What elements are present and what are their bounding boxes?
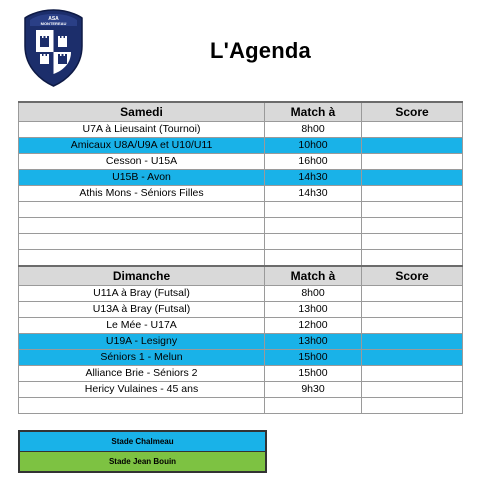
table-row: [19, 138, 463, 154]
saturday-day-header: Samedi: [19, 102, 265, 122]
time-cell: [265, 202, 362, 218]
time-cell: 8h00: [265, 122, 362, 138]
time-cell: 13h00: [265, 334, 362, 350]
match-cell: [19, 250, 265, 266]
table-row: [19, 350, 463, 366]
score-cell: [362, 318, 463, 334]
match-cell: U13A à Bray (Futsal): [19, 302, 265, 318]
club-logo: [22, 8, 85, 88]
table-row: [19, 286, 463, 302]
time-cell: 16h00: [265, 154, 362, 170]
score-cell: [362, 398, 463, 414]
match-cell: Alliance Brie - Séniors 2: [19, 366, 265, 382]
logo-text-bottom: MONTEREAU: [40, 21, 67, 26]
time-cell: 14h30: [265, 186, 362, 202]
score-cell: [362, 234, 463, 250]
score-cell: [362, 138, 463, 154]
sunday-day-header: Dimanche: [19, 266, 265, 286]
table-row: [19, 154, 463, 170]
score-cell: [362, 122, 463, 138]
table-row: [19, 398, 463, 414]
match-cell: Hericy Vulaines - 45 ans: [19, 382, 265, 398]
match-cell: [19, 398, 265, 414]
table-row: [19, 318, 463, 334]
score-cell: [362, 202, 463, 218]
time-cell: 10h00: [265, 138, 362, 154]
score-cell: [362, 170, 463, 186]
table-row: [19, 382, 463, 398]
time-cell: 14h30: [265, 170, 362, 186]
time-cell: 9h30: [265, 382, 362, 398]
time-cell: [265, 234, 362, 250]
match-cell: U11A à Bray (Futsal): [19, 286, 265, 302]
score-cell: [362, 286, 463, 302]
sunday-score-header: Score: [362, 266, 463, 286]
match-cell: Amicaux U8A/U9A et U10/U11: [19, 138, 265, 154]
time-cell: 13h00: [265, 302, 362, 318]
score-cell: [362, 334, 463, 350]
sunday-header-row: [19, 266, 463, 286]
time-cell: 8h00: [265, 286, 362, 302]
match-cell: U15B - Avon: [19, 170, 265, 186]
match-cell: U7A à Lieusaint (Tournoi): [19, 122, 265, 138]
sunday-table: [18, 265, 463, 414]
score-cell: [362, 186, 463, 202]
match-cell: Le Mée - U17A: [19, 318, 265, 334]
table-row: [19, 170, 463, 186]
time-cell: [265, 250, 362, 266]
match-cell: Athis Mons - Séniors Filles: [19, 186, 265, 202]
match-cell: Séniors 1 - Melun: [19, 350, 265, 366]
table-row: [19, 334, 463, 350]
score-cell: [362, 218, 463, 234]
table-row: [19, 202, 463, 218]
match-cell: Cesson - U15A: [19, 154, 265, 170]
saturday-time-header: Match à: [265, 102, 362, 122]
score-cell: [362, 350, 463, 366]
time-cell: 12h00: [265, 318, 362, 334]
match-cell: [19, 234, 265, 250]
time-cell: [265, 218, 362, 234]
logo-text-top: ASA: [48, 16, 59, 22]
match-cell: [19, 218, 265, 234]
table-row: [19, 218, 463, 234]
score-cell: [362, 382, 463, 398]
legend-stade-chalmeau: Stade Chalmeau: [20, 432, 265, 452]
legend-stade-jean-bouin: Stade Jean Bouin: [20, 452, 265, 471]
saturday-header-row: [19, 102, 463, 122]
saturday-table: [18, 101, 463, 266]
page-title: L'Agenda: [210, 38, 311, 63]
match-cell: [19, 202, 265, 218]
table-row: [19, 234, 463, 250]
time-cell: 15h00: [265, 350, 362, 366]
match-cell: U19A - Lesigny: [19, 334, 265, 350]
score-cell: [362, 302, 463, 318]
venue-legend: [18, 430, 267, 473]
score-cell: [362, 366, 463, 382]
time-cell: [265, 398, 362, 414]
score-cell: [362, 154, 463, 170]
table-row: [19, 302, 463, 318]
table-row: [19, 122, 463, 138]
time-cell: 15h00: [265, 366, 362, 382]
score-cell: [362, 250, 463, 266]
table-row: [19, 366, 463, 382]
table-row: [19, 250, 463, 266]
sunday-time-header: Match à: [265, 266, 362, 286]
saturday-score-header: Score: [362, 102, 463, 122]
table-row: [19, 186, 463, 202]
